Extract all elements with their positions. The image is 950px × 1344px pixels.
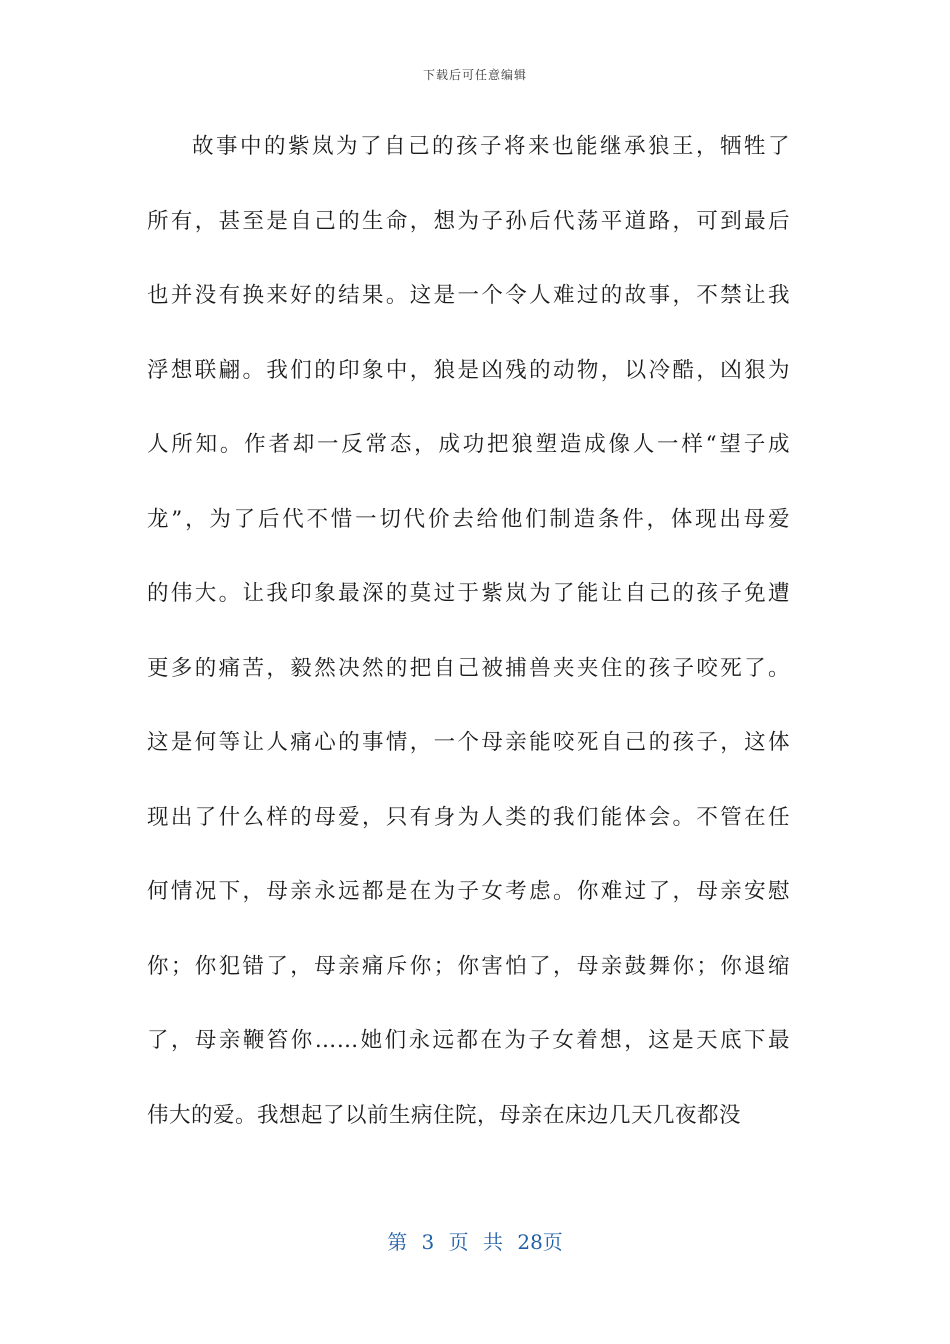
text-line: 了，母亲鞭笞你……她们永远都在为子女着想，这是天底下最 xyxy=(147,1028,790,1053)
text-line: 龙”，为了后代不惜一切代价去给他们制造条件，体现出母爱 xyxy=(147,506,790,532)
body-text xyxy=(147,126,790,1169)
page-suffix: 页 xyxy=(448,1230,469,1254)
text-line: 何情况下，母亲永远都是在为子女考虑。你难过了，母亲安慰 xyxy=(147,879,790,904)
page-header: 下载后可任意编辑 xyxy=(422,68,527,82)
text-line: 故事中的紫岚为了自己的孩子将来也能继承狼王，牺牲了 xyxy=(192,134,790,159)
text-line: 的伟大。让我印象最深的莫过于紫岚为了能让自己的孩子免遭 xyxy=(147,581,790,606)
page-number: 3 xyxy=(421,1230,435,1254)
text-line: 你；你犯错了，母亲痛斥你；你害怕了，母亲鼓舞你；你退缩 xyxy=(147,953,790,979)
text-line: 所有，甚至是自己的生命，想为子孙后代荡平道路，可到最后 xyxy=(147,208,790,234)
total-pages: 28页 xyxy=(517,1230,563,1254)
text-line: 现出了什么样的母爱，只有身为人类的我们能体会。不管在任 xyxy=(147,804,790,830)
text-line: 人所知。作者却一反常态，成功把狼塑造成像人一样“望子成 xyxy=(147,432,790,457)
text-line: 浮想联翩。我们的印象中，狼是凶残的动物，以冷酷，凶狠为 xyxy=(147,357,790,383)
total-prefix: 共 xyxy=(483,1230,503,1254)
text-line: 伟大的爱。我想起了以前生病住院，母亲在床边几天几夜都没 xyxy=(147,1102,742,1128)
text-line: 也并没有换来好的结果。这是一个令人难过的故事，不禁让我 xyxy=(147,283,790,308)
text-line: 这是何等让人痛心的事情，一个母亲能咬死自己的孩子，这体 xyxy=(147,730,790,755)
page-footer xyxy=(0,1226,950,1255)
text-line: 更多的痛苦，毅然决然的把自己被捕兽夹夹住的孩子咬死了。 xyxy=(147,655,790,681)
page-prefix: 第 xyxy=(387,1230,408,1254)
